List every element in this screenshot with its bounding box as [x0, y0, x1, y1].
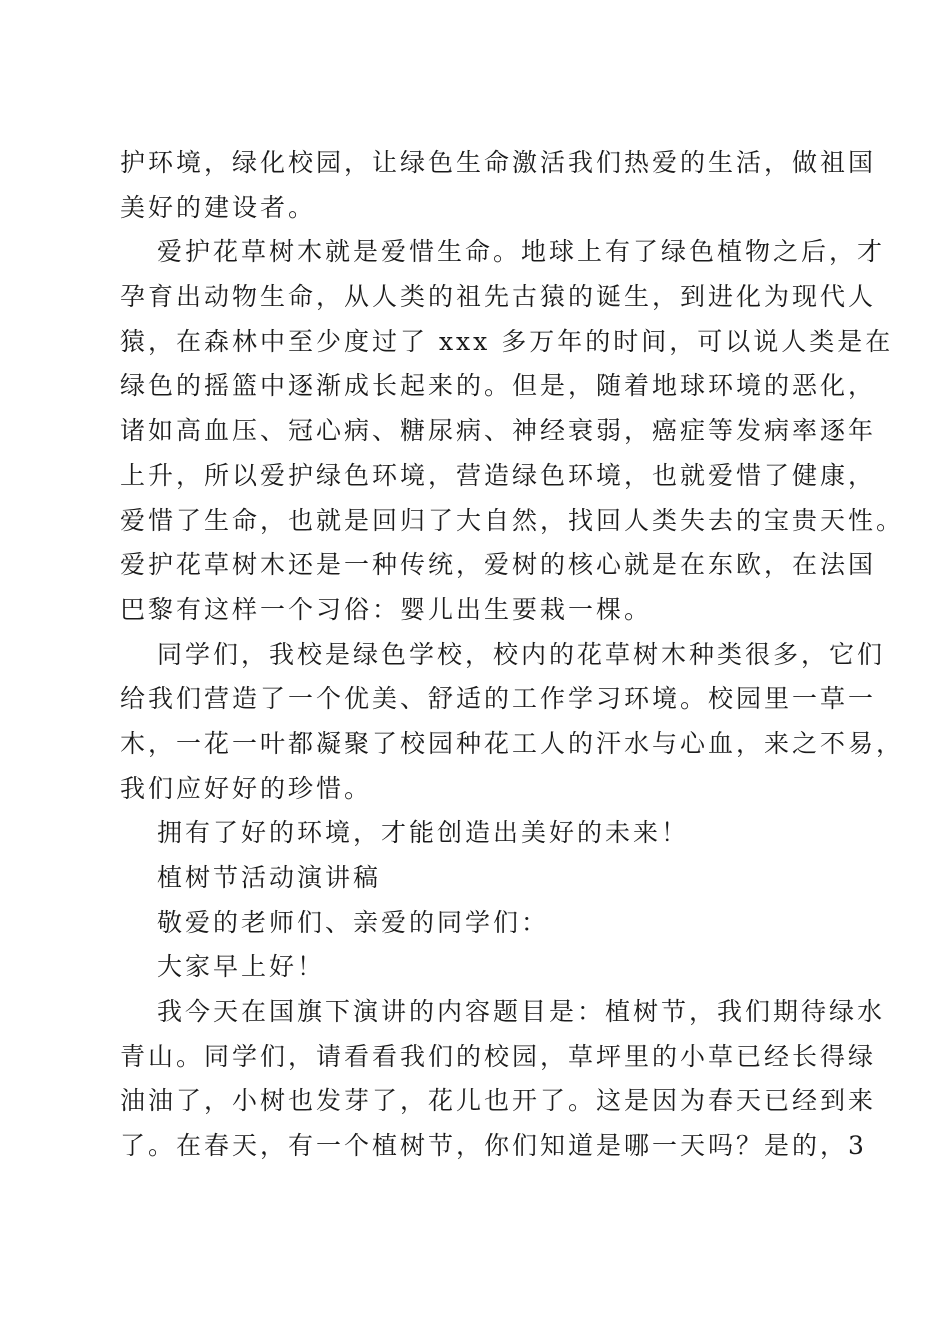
text-line: 诸如高血压、冠心病、糖尿病、神经衰弱，癌症等发病率逐年 [120, 416, 877, 446]
text-line: 美好的建设者。 [120, 192, 317, 222]
paragraph-start-line: 爱护花草树木就是爱惜生命。地球上有了绿色植物之后，才 [157, 237, 886, 267]
text-line: 青山。同学们，请看看我们的校园，草坪里的小草已经长得绿 [120, 1041, 877, 1071]
document-page [120, 141, 905, 1169]
text-line: 油油了，小树也发芽了，花儿也开了。这是因为春天已经到来 [120, 1086, 877, 1116]
text-line: 猿，在森林中至少度过了 xxx 多万年的时间，可以说人类是在 [120, 326, 894, 356]
text-line: 爱护花草树木还是一种传统，爱树的核心就是在东欧，在法国 [120, 550, 877, 580]
text-line: 爱惜了生命，也就是回归了大自然，找回人类失去的宝贵天性。 [120, 505, 905, 535]
text-line: 绿色的摇篮中逐渐成长起来的。但是，随着地球环境的恶化， [120, 371, 877, 401]
text-line: 了。在春天，有一个植树节，你们知道是哪一天吗？是的，3 [120, 1131, 867, 1161]
text-line: 我们应好好的珍惜。 [120, 773, 373, 803]
salutation: 敬爱的老师们、亲爱的同学们： [157, 907, 550, 937]
paragraph-start-line: 同学们，我校是绿色学校，校内的花草树木种类很多，它们 [157, 639, 886, 669]
text-line: 护环境，绿化校园，让绿色生命激活我们热爱的生活，做祖国 [120, 148, 877, 177]
paragraph-start-line: 我今天在国旗下演讲的内容题目是：植树节，我们期待绿水 [157, 997, 886, 1027]
text-line: 给我们营造了一个优美、舒适的工作学习环境。校园里一草一 [120, 684, 877, 714]
text-line: 巴黎有这样一个习俗：婴儿出生要栽一棵。 [120, 594, 653, 624]
paragraph-start-line: 拥有了好的环境，才能创造出美好的未来！ [157, 818, 690, 848]
text-line: 上升，所以爱护绿色环境，营造绿色环境，也就爱惜了健康， [120, 460, 877, 490]
text-line: 孕育出动物生命，从人类的祖先古猿的诞生，到进化为现代人 [120, 282, 877, 312]
text-line: 木，一花一叶都凝聚了校园种花工人的汗水与心血，来之不易， [120, 728, 905, 758]
greeting: 大家早上好！ [157, 952, 326, 982]
speech-title: 植树节活动演讲稿 [157, 863, 382, 892]
